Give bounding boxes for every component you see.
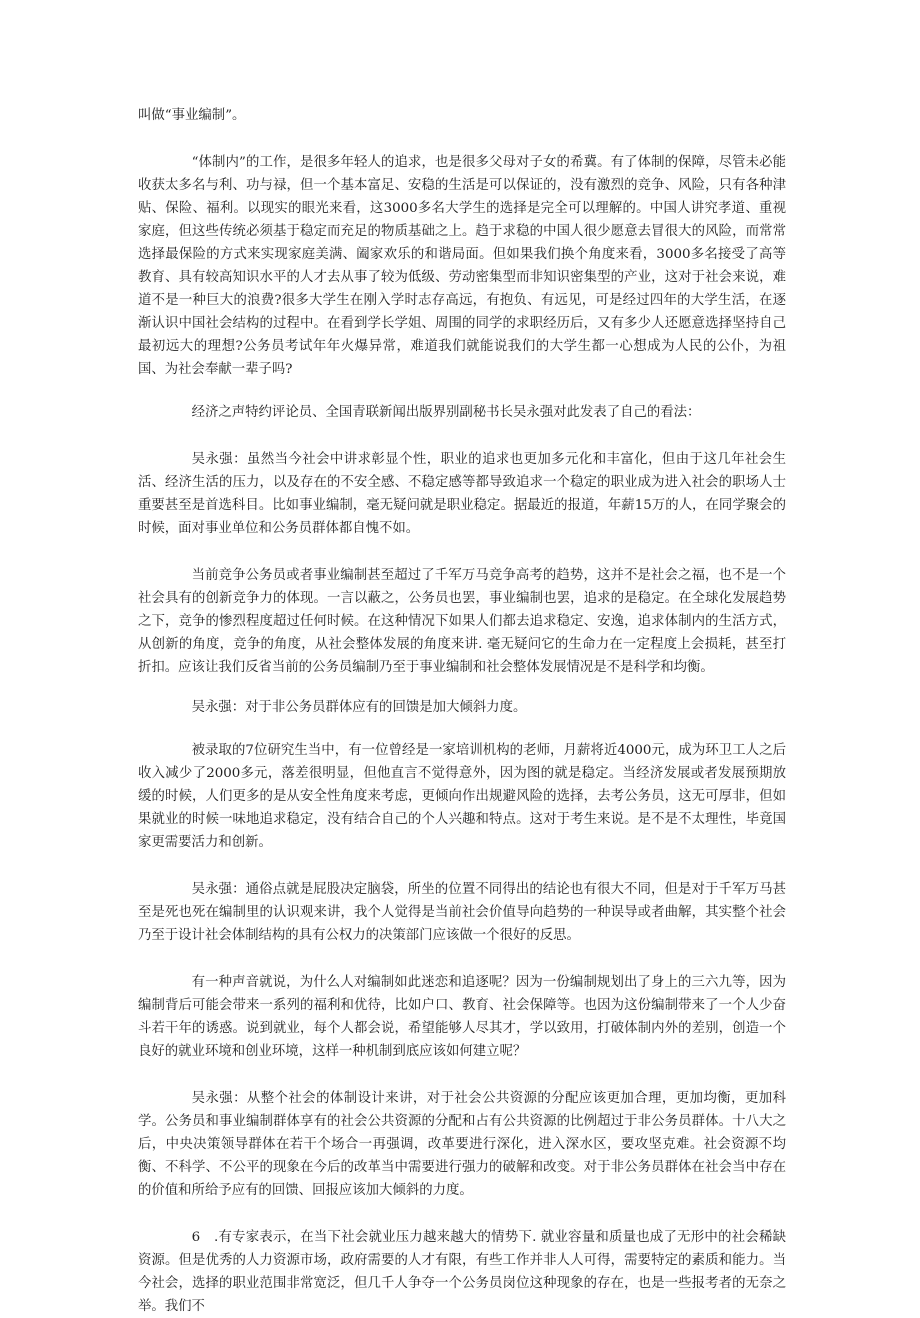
- document-page: [138, 104, 786, 1318]
- paragraph-1: 叫做“事业编制”。: [138, 108, 246, 123]
- paragraph-10: 吴永强：从整个社会的体制设计来讲，对于社会公共资源的分配应该更加合理，更加均衡，更加科学。公务员和事业编制群体享有的社会公共资源的分配和占有公共资源的比例超过于非公务员群体。十八大之后，中央决策领导群体在若干个场合一再强调，改革要进行深化，进入深水区，要攻坚克难。社会资源不均衡、不科学、不公平的现象在今后的改革当中需要进行强力的破解和改变。对于非公务员群体在社会当中存在的价值和所给予应有的回馈、回报应该加大倾斜的力度。: [138, 1091, 786, 1198]
- paragraph-4: 吴永强：虽然当今社会中讲求彰显个性，职业的追求也更加多元化和丰富化，但由于这几年社会生活、经济生活的压力，以及存在的不安全感、不稳定感等都导致追求一个稳定的职业成为进入社会的职场人士重要甚至是首选科目。比如事业编制，毫无疑问就是职业稳定。据最近的报道，年薪15万的人，在同学聚会的时候，面对事业单位和公务员群体都自愧不如。: [138, 452, 786, 536]
- paragraph-7: 被录取的7位研究生当中，有一位曾经是一家培训机构的老师，月薪将近4000元，成为环卫工人之后收入减少了2000多元，落差很明显，但他直言不觉得意外，因为图的就是稳定。当经济发展或者发展预期放缓的时候，人们更多的是从安全性角度来考虑，更倾向作出规避风险的选择，去考公务员，这无可厚非，但如果就业的时候一味地追求稳定，没有结合自己的个人兴趣和特点。这对于考生来说。是不是不太理性，毕竟国家更需要活力和创新。: [138, 743, 786, 850]
- paragraph-6: 吴永强：对于非公务员群体应有的回馈是加大倾斜力度。: [191, 700, 527, 715]
- paragraph-3: 经济之声特约评论员、全国青联新闻出版界别副秘书长吴永强对此发表了自己的看法：: [191, 405, 701, 420]
- paragraph-5: 当前竞争公务员或者事业编制甚至超过了千军万马竞争高考的趋势，这并不是社会之福，也不是一个社会具有的创新竞争力的体现。一言以蔽之，公务员也罢，事业编制也罢，追求的是稳定。在全球化发展趋势之下，竞争的惨烈程度超过任何时候。在这种情况下如果人们都去追求稳定、安逸，追求体制内的生活方式，从创新的角度，竞争的角度，从社会整体发展的角度来讲. 毫无疑问它的生命力在一定程度上会损耗，甚至打折扣。应该让我们反省当前的公务员编制乃至于事业编制和社会整体发展情况是不是科学和均衡。: [138, 568, 786, 675]
- paragraph-2: “体制内”的工作，是很多年轻人的追求，也是很多父母对子女的希冀。有了体制的保障，尽管未必能收获太多名与利、功与禄，但一个基本富足、安稳的生活是可以保证的，没有激烈的竞争、风险，只有各种津贴、保险、福利。以现实的眼光来看，这3000多名大学生的选择是完全可以理解的。中国人讲究孝道、重视家庭，但这些传统必须基于稳定而充足的物质基础之上。趋于求稳的中国人很少愿意去冒很大的风险，而常常选择最保险的方式来实现家庭美满、阖家欢乐的和谐局面。但如果我们换个角度来看，3000多名接受了高等教育、具有较高知识水平的人才去从事了较为低级、劳动密集型而非知识密集型的产业，这对于社会来说，难道不是一种巨大的浪费?很多大学生在刚入学时志存高远，有抱负、有远见，可是经过四年的大学生活，在逐渐认识中国社会结构的过程中。在看到学长学姐、周围的同学的求职经历后，又有多少人还愿意选择坚持自己最初远大的理想?公务员考试年年火爆异常，难道我们就能说我们的大学生都一心想成为人民的公仆，为祖国、为社会奉献一辈子吗?: [138, 155, 786, 377]
- paragraph-11: 6 .有专家表示，在当下社会就业压力越来越大的情势下. 就业容量和质量也成了无形中的社会稀缺资源。但是优秀的人力资源市场，政府需要的人才有限，有些工作并非人人可得，需要特定的素质和能力。当今社会，选择的职业范围非常宽泛，但几千人争夺一个公务员岗位这种现象的存在，也是一些报考者的无奈之举。我们不: [138, 1230, 786, 1314]
- paragraph-9: 有一种声音就说，为什么人对编制如此迷恋和追逐呢？因为一份编制规划出了身上的三六九等，因为编制背后可能会带来一系列的福利和优待，比如户口、教育、社会保障等。也因为这份编制带来了一个人少奋斗若干年的诱惑。说到就业，每个人都会说，希望能够人尽其才，学以致用，打破体制内外的差别，创造一个良好的就业环境和创业环境，这样一种机制到底应该如何建立呢？: [138, 975, 786, 1059]
- paragraph-8: 吴永强：通俗点就是屁股决定脑袋，所坐的位置不同得出的结论也有很大不同，但是对于千军万马甚至是死也死在编制里的认识观来讲，我个人觉得是当前社会价值导向趋势的一种误导或者曲解，其实整个社会乃至于设计社会体制结构的具有公权力的决策部门应该做一个很好的反思。: [138, 882, 786, 943]
